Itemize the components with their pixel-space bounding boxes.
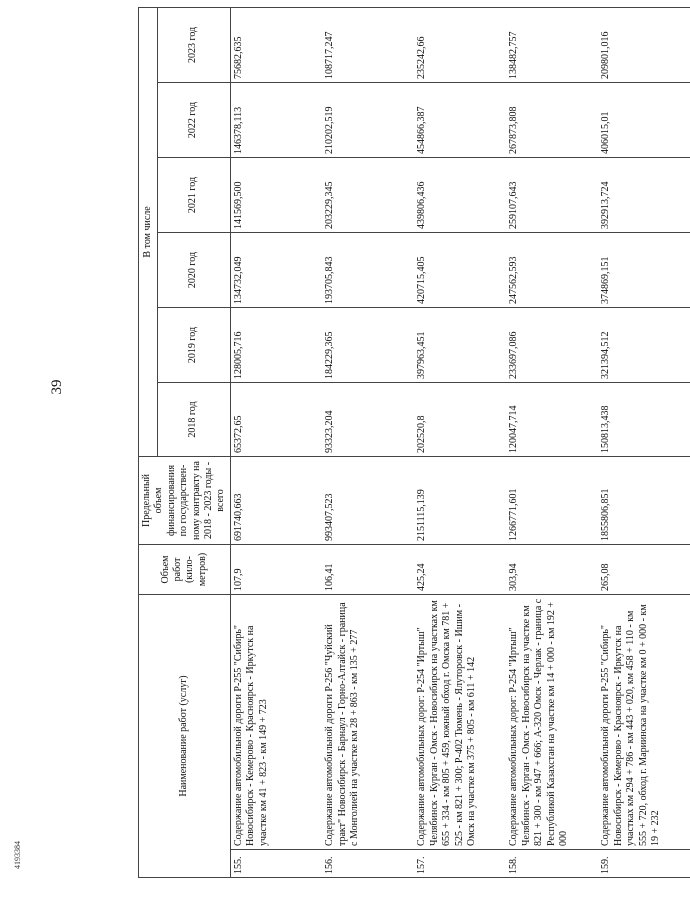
rotated-table-container	[138, 8, 661, 878]
row-year-2022: 406015,01	[598, 82, 690, 157]
row-year-2020: 193705,843	[322, 232, 414, 307]
table-row	[506, 7, 598, 877]
document-code: 4193384	[13, 841, 22, 869]
table-row	[322, 7, 414, 877]
table-row	[598, 7, 690, 877]
row-year-2023: 209801,016	[598, 7, 690, 82]
row-year-2019: 184229,365	[322, 307, 414, 382]
row-year-2018: 120047,714	[506, 382, 598, 456]
table-body	[230, 7, 690, 877]
row-index: 158.	[506, 850, 598, 878]
header-year-2023: 2023 год	[157, 7, 230, 82]
header-year-2020: 2020 год	[157, 232, 230, 307]
row-volume: 425,24	[414, 544, 506, 594]
row-volume: 106,41	[322, 544, 414, 594]
table-row	[414, 7, 506, 877]
row-year-2018: 93323,204	[322, 382, 414, 456]
row-name: Содержание автомобильной дороги Р-255 "Сибирь" Новосибирск - Кемерово - Красноярск - Иркутск на участках км 294 + 786 - км 443 + 020, км 458 + 110 - км 555 + 720, обход г. Мариинска на участке км 0 + 000 - км 19 + 232	[598, 594, 690, 849]
header-funding: Предельный объем финансирования по государствен-ному контракту на 2018 - 2023 годы - всего	[139, 456, 231, 544]
row-year-2023: 75682,635	[230, 7, 322, 82]
row-index: 159.	[598, 850, 690, 878]
row-name: Содержание автомобильных дорог: Р-254 "Иртыш" Челябинск - Курган - Омск - Новосибирск на участках км 655 + 334 - км 805 + 459, южный обход г. Омска км 781 + 525 - км 821 + 300; Р-402 Тюмень - Ялуторовск - Ишим - Омск на участке км 375 + 805 - км 611 + 142	[414, 594, 506, 849]
row-year-2019: 397963,451	[414, 307, 506, 382]
header-volume: Объем работ (кило-метров)	[139, 544, 231, 594]
row-name: Содержание автомобильной дороги Р-256 "Чуйский тракт" Новосибирск - Барнаул - Горно-Алтайск - граница с Монголией на участке км 28 + 863 - км 135 + 277	[322, 594, 414, 849]
row-year-2022: 267873,808	[506, 82, 598, 157]
row-year-2021: 439806,436	[414, 157, 506, 232]
row-year-2021: 141569,500	[230, 157, 322, 232]
row-year-2023: 108717,247	[322, 7, 414, 82]
row-index: 157.	[414, 850, 506, 878]
header-year-2019: 2019 год	[157, 307, 230, 382]
header-group: В том числе	[139, 7, 158, 456]
row-volume: 107,9	[230, 544, 322, 594]
row-year-2022: 210202,519	[322, 82, 414, 157]
row-funding: 2151115,139	[414, 456, 506, 544]
row-name: Содержание автомобильной дороги Р-255 "Сибирь" Новосибирск - Кемерово - Красноярск - Иркутск на участке км 41 + 823 - км 149 + 723	[230, 594, 322, 849]
row-funding: 1266771,601	[506, 456, 598, 544]
row-year-2021: 203229,345	[322, 157, 414, 232]
row-year-2022: 146378,113	[230, 82, 322, 157]
table-header	[139, 7, 231, 877]
row-volume: 265,08	[598, 544, 690, 594]
row-year-2021: 392913,724	[598, 157, 690, 232]
row-funding: 1855806,851	[598, 456, 690, 544]
row-year-2020: 247562,593	[506, 232, 598, 307]
row-year-2021: 259107,643	[506, 157, 598, 232]
page-number: 39	[49, 379, 65, 395]
row-year-2019: 128005,716	[230, 307, 322, 382]
row-year-2018: 65372,65	[230, 382, 322, 456]
header-year-2018: 2018 год	[157, 382, 230, 456]
header-year-2021: 2021 год	[157, 157, 230, 232]
row-year-2018: 150813,438	[598, 382, 690, 456]
works-table	[138, 7, 690, 878]
header-year-2022: 2022 год	[157, 82, 230, 157]
row-index: 156.	[322, 850, 414, 878]
row-year-2022: 454866,387	[414, 82, 506, 157]
row-year-2020: 420715,405	[414, 232, 506, 307]
row-year-2023: 235242,66	[414, 7, 506, 82]
header-name: Наименование работ (услуг)	[139, 594, 231, 877]
row-funding: 691740,663	[230, 456, 322, 544]
row-year-2019: 233697,086	[506, 307, 598, 382]
row-name: Содержание автомобильных дорог: Р-254 "Иртыш" Челябинск - Курган - Омск - Новосибирск на участке км 821 + 300 - км 947 + 666; А-320 Омск - Черлак - граница с Республикой Казахстан на участке км 14 + 000 - км 192 + 000	[506, 594, 598, 849]
row-volume: 303,94	[506, 544, 598, 594]
row-year-2023: 138482,757	[506, 7, 598, 82]
row-year-2018: 202520,8	[414, 382, 506, 456]
row-year-2020: 134732,049	[230, 232, 322, 307]
row-year-2019: 321394,512	[598, 307, 690, 382]
table-row	[230, 7, 322, 877]
row-index: 155.	[230, 850, 322, 878]
row-funding: 993407,523	[322, 456, 414, 544]
row-year-2020: 374869,151	[598, 232, 690, 307]
